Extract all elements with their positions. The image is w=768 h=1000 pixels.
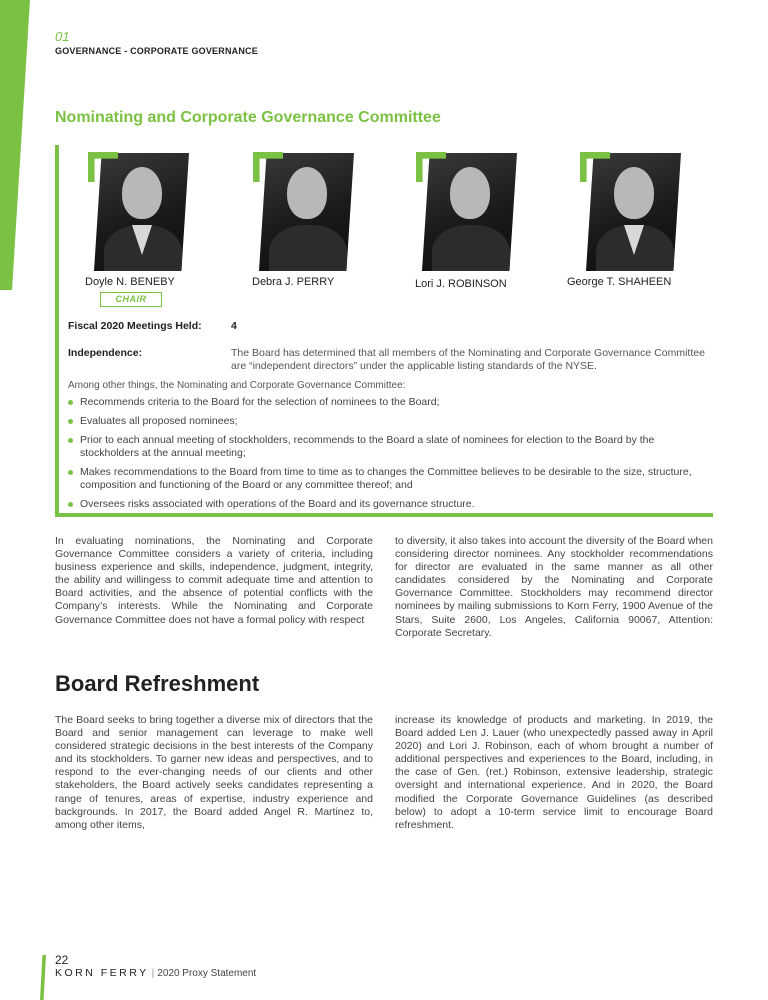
responsibilities-intro: Among other things, the Nominating and Corporate Governance Committee: (68, 380, 406, 391)
responsibilities-list (68, 396, 713, 517)
meetings-label: Fiscal 2020 Meetings Held: (68, 320, 202, 332)
document-title: 2020 Proxy Statement (157, 968, 257, 979)
refreshment-paragraph-right: increase its knowledge of products and marketing. In 2019, the Board added Len J. Lauer (who unexpectedly passed away in April 2020) and Lori J. Robinson, each of whom brought a number of additional perspectives and experiences to the Board, including, in the case of Gen. (ret.) Robinson, extensive leadership, strategic oversight and international experience. And in 2020, the Board modified the Corporate Governance Guidelines (as described below) to adopt a 10-term service limit to encourage Board refreshment. (395, 714, 713, 831)
brand-logo: KORN FERRY (55, 967, 149, 979)
bullet-icon (68, 502, 73, 507)
member-photo (259, 153, 354, 271)
section-title: GOVERNANCE - CORPORATE GOVERNANCE (55, 46, 258, 56)
nominations-paragraph-left: In evaluating nominations, the Nominating and Corporate Governance Committee considers a variety of criteria, including business experience and skills, independence, judgment, integrity, the ability and willingess to commit adequate time and attention to Board activities, and the absence of potential conflicts with the Company’s interests. While the Nominating and Corporate Governance Committee does not have a formal policy with respect (55, 535, 373, 626)
refreshment-paragraph-left: The Board seeks to bring together a diverse mix of directors that the Board and senior management can leverage to make well considered strategic decisions in the best interests of the Company and its stockholders. To garner new ideas and perspectives, and to respond to the ever-changing needs of our clients and other stakeholders, the Board actively seeks candidates representing a range of tenures, areas of expertise, industry experience and backgrounds. In 2017, the Board added Angel R. Martinez to, among other items, (55, 714, 373, 831)
member-name: Doyle N. BENEBY (85, 276, 175, 288)
member-photo (422, 153, 517, 271)
independence-text: The Board has determined that all members of the Nominating and Corporate Governance Committee are “independent directors” under the applicable listing standards of the NYSE. (231, 347, 705, 372)
list-item: Prior to each annual meeting of stockholders, recommends to the Board a slate of nominees for election to the Board by the stockholders at the annual meeting; (68, 434, 713, 460)
bullet-icon (68, 470, 73, 475)
list-item: Recommends criteria to the Board for the selection of nominees to the Board; (68, 396, 713, 409)
meetings-value: 4 (231, 320, 237, 332)
member-name: George T. SHAHEEN (567, 276, 672, 288)
bullet-icon (68, 419, 73, 424)
section-number: 01 (55, 29, 70, 44)
board-refreshment-heading: Board Refreshment (55, 671, 260, 696)
list-item: Oversees risks associated with operations of the Board and its governance structure. (68, 498, 713, 511)
committee-title: Nominating and Corporate Governance Committee (55, 109, 441, 126)
green-footer-accent (40, 955, 46, 1000)
chair-badge: CHAIR (100, 292, 162, 307)
independence-label: Independence: (68, 347, 143, 359)
footer (55, 967, 256, 979)
green-edge-decoration (0, 0, 30, 290)
footer-separator: | (151, 968, 155, 979)
member-name: Debra J. PERRY (252, 276, 335, 288)
member-photo (586, 153, 681, 271)
member-photo (94, 153, 189, 271)
page-number: 22 (55, 953, 69, 967)
member-name: Lori J. ROBINSON (415, 278, 507, 290)
list-item: Evaluates all proposed nominees; (68, 415, 713, 428)
bullet-icon (68, 400, 73, 405)
list-item: Makes recommendations to the Board from time to time as to changes the Committee believes to be desirable to the size, structure, composition and functioning of the Board or any committee thereof; and (68, 466, 713, 492)
bullet-icon (68, 438, 73, 443)
nominations-paragraph-right: to diversity, it also takes into account the diversity of the Board when considering director nominees. Any stockholder recommendations for director are evaluated in the same manner as all other candidates considered by the Nominating and Corporate Governance Committee. Stockholders may recommend director nominees by mailing submissions to Korn Ferry, 1900 Avenue of the Stars, Suite 2600, Los Angeles, California 90067, Attention: Corporate Secretary. (395, 535, 713, 639)
